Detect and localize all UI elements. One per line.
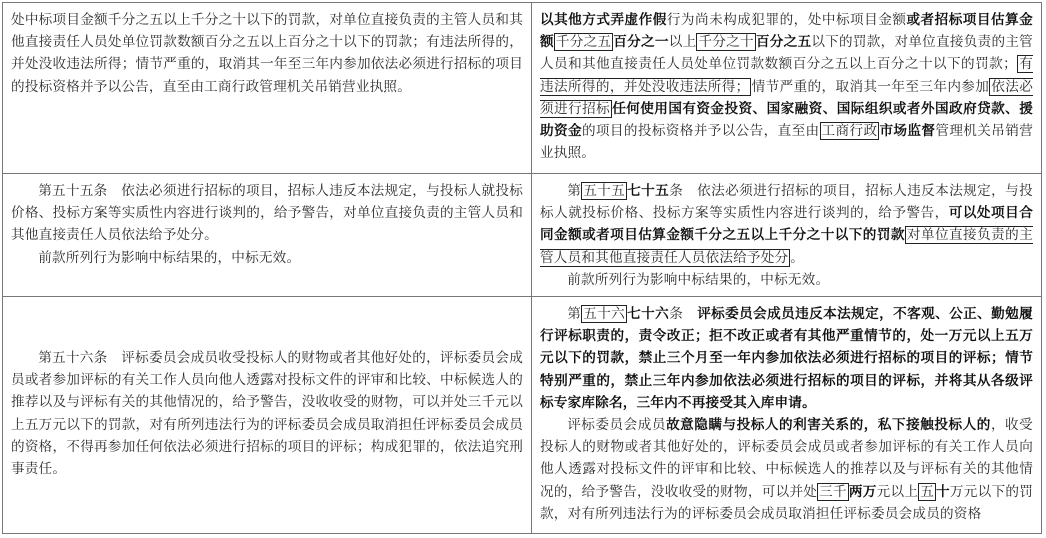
revised-paragraph <box>540 414 1033 525</box>
original-text-cell <box>3 174 532 296</box>
added-text: 百分之一 <box>613 34 669 51</box>
added-text: 七十六 <box>627 306 670 322</box>
added-text: 以其他方式弄虚作假 <box>540 12 667 28</box>
deleted-text: 依法必须进行招标 <box>540 78 1033 117</box>
unchanged-text: ，收受投标人的财物或者其他好处的，评标委员会成员或者参加评标的有关工作人员向他人透露对投标文件的评审和比较、中标候选人的推荐以及与评标有关的其他情况的，给予警告，没收收受的财物，可以并处 <box>540 417 1033 500</box>
deleted-text: 千分之五 <box>555 34 612 51</box>
unchanged-text: 行为尚未构成犯罪的，处中标项目金额 <box>666 12 907 28</box>
original-paragraph: 处中标项目金额千分之五以上千分之十以下的罚款，对单位直接负责的主管人员和其他直接责任人员处单位罚款数额百分之五以上百分之十以下的罚款；有违法所得的，并处没收违法所得；情节严重的，取消其一年至三年内参加依法必须进行招标的项目的投标资格并予以公告，直至由工商行政管理机关吊销营业执照。 <box>11 12 523 95</box>
table-row <box>3 3 1041 174</box>
original-paragraph: 第五十五条 依法必须进行招标的项目，招标人违反本法规定，与投标人就投标价格、投标方案等实质性内容进行谈判的，给予警告，对单位直接负责的主管人员和其他直接责任人员依法给予处分。 <box>11 183 523 244</box>
revised-paragraph <box>540 180 1033 269</box>
unchanged-text: 评标委员会成员 <box>567 417 667 434</box>
table-row <box>3 297 1041 533</box>
unchanged-text: 条 依法必须进行招标的项目，招标人违反本法规定，与投标人就投标价格、投标方案等实质性内容进行谈判的，给予警告， <box>540 183 1033 222</box>
added-text: 市场监督 <box>879 123 936 140</box>
deleted-text: 工商行政 <box>821 123 878 140</box>
original-paragraph: 前款所列行为影响中标结果的，中标无效。 <box>38 249 301 266</box>
unchanged-text: 管理机关吊销营业执照。 <box>540 123 1033 162</box>
unchanged-text: 。 <box>790 249 805 266</box>
revised-paragraph: 前款所列行为影响中标结果的，中标无效。 <box>567 271 830 288</box>
revised-paragraph <box>540 9 1033 164</box>
deleted-text: 有违法所得的，并处没收违法所得； <box>540 56 1033 95</box>
original-text-cell <box>3 3 532 173</box>
added-text: 可以处项目合同金额或者项目估算金额千分之五以上千分之十以下的罚款 <box>540 205 1033 244</box>
deleted-text: 五十五 <box>583 183 626 199</box>
added-text: 评标委员会成员违反本法规定，不客观、公正、勤勉履行评标职责的，责令改正；拒不改正或者有其他严重情节的，处一万元以上五万元以下的罚款，禁止三个月至一年内参加依法必须进行招标的项目的评标；情节特别严重的，禁止三年内参加依法必须进行招标的项目的评标，并将其从各级评标专家库除名，三年内不再接受其入库申请。 <box>540 306 1033 411</box>
added-text: 故意隐瞒与投标人的利害关系的，私下接触投标人的 <box>666 417 991 434</box>
deleted-text: 五十六 <box>583 306 626 322</box>
added-text: 或者招标项目估算金额 <box>540 12 1033 51</box>
unchanged-text: 第 <box>567 306 582 322</box>
unchanged-text: 以上 <box>668 34 697 51</box>
revised-text-cell <box>532 174 1041 296</box>
added-text: 七十五 <box>627 183 670 199</box>
deleted-text: 五 <box>920 483 935 500</box>
deleted-text: 三千 <box>819 483 847 500</box>
added-text: 百分之五 <box>755 34 812 51</box>
revised-text-cell <box>532 297 1041 533</box>
table-row <box>3 174 1041 297</box>
unchanged-text: 条 <box>669 306 698 322</box>
comparison-table <box>2 2 1042 534</box>
revised-text-cell <box>532 3 1041 173</box>
unchanged-text: 万元以下的罚款，对有所列违法行为的评标委员会成员取消担任评标委员会成员的资格 <box>540 483 1033 522</box>
deleted-text: 千分之十 <box>698 34 754 51</box>
original-text-cell <box>3 297 532 533</box>
deleted-text: 对单位直接负责的主管人员和其他直接责任人员依法给予处分 <box>540 227 1033 266</box>
unchanged-text: 情节严重的，取消其一年至三年内参加 <box>751 78 990 95</box>
revised-paragraph <box>540 303 1033 414</box>
added-text: 任何使用国有资金投资、国家融资、国际组织或者外国政府贷款、援助资金 <box>540 100 1034 140</box>
unchanged-text: 第 <box>567 183 582 199</box>
added-text: 十 <box>936 483 950 500</box>
unchanged-text: 元以上 <box>876 483 919 500</box>
added-text: 两万 <box>848 483 877 500</box>
unchanged-text: 以下的罚款，对单位直接负责的主管人员和其他直接责任人员处单位罚款数额百分之五以上百分之十以下的罚款； <box>540 34 1033 73</box>
unchanged-text: 的项目的投标资格并予以公告，直至由 <box>581 123 820 140</box>
original-paragraph: 第五十六条 评标委员会成员收受投标人的财物或者其他好处的，评标委员会成员或者参加评标的有关工作人员向他人透露对投标文件的评审和比较、中标候选人的推荐以及与评标有关的其他情况的，给予警告，没收收受的财物，可以并处三千元以上五万元以下的罚款，对有所列违法行为的评标委员会成员取消担任评标委员会成员的资格，不得再参加任何依法必须进行招标的项目的评标；构成犯罪的，依法追究刑事责任。 <box>11 350 523 478</box>
